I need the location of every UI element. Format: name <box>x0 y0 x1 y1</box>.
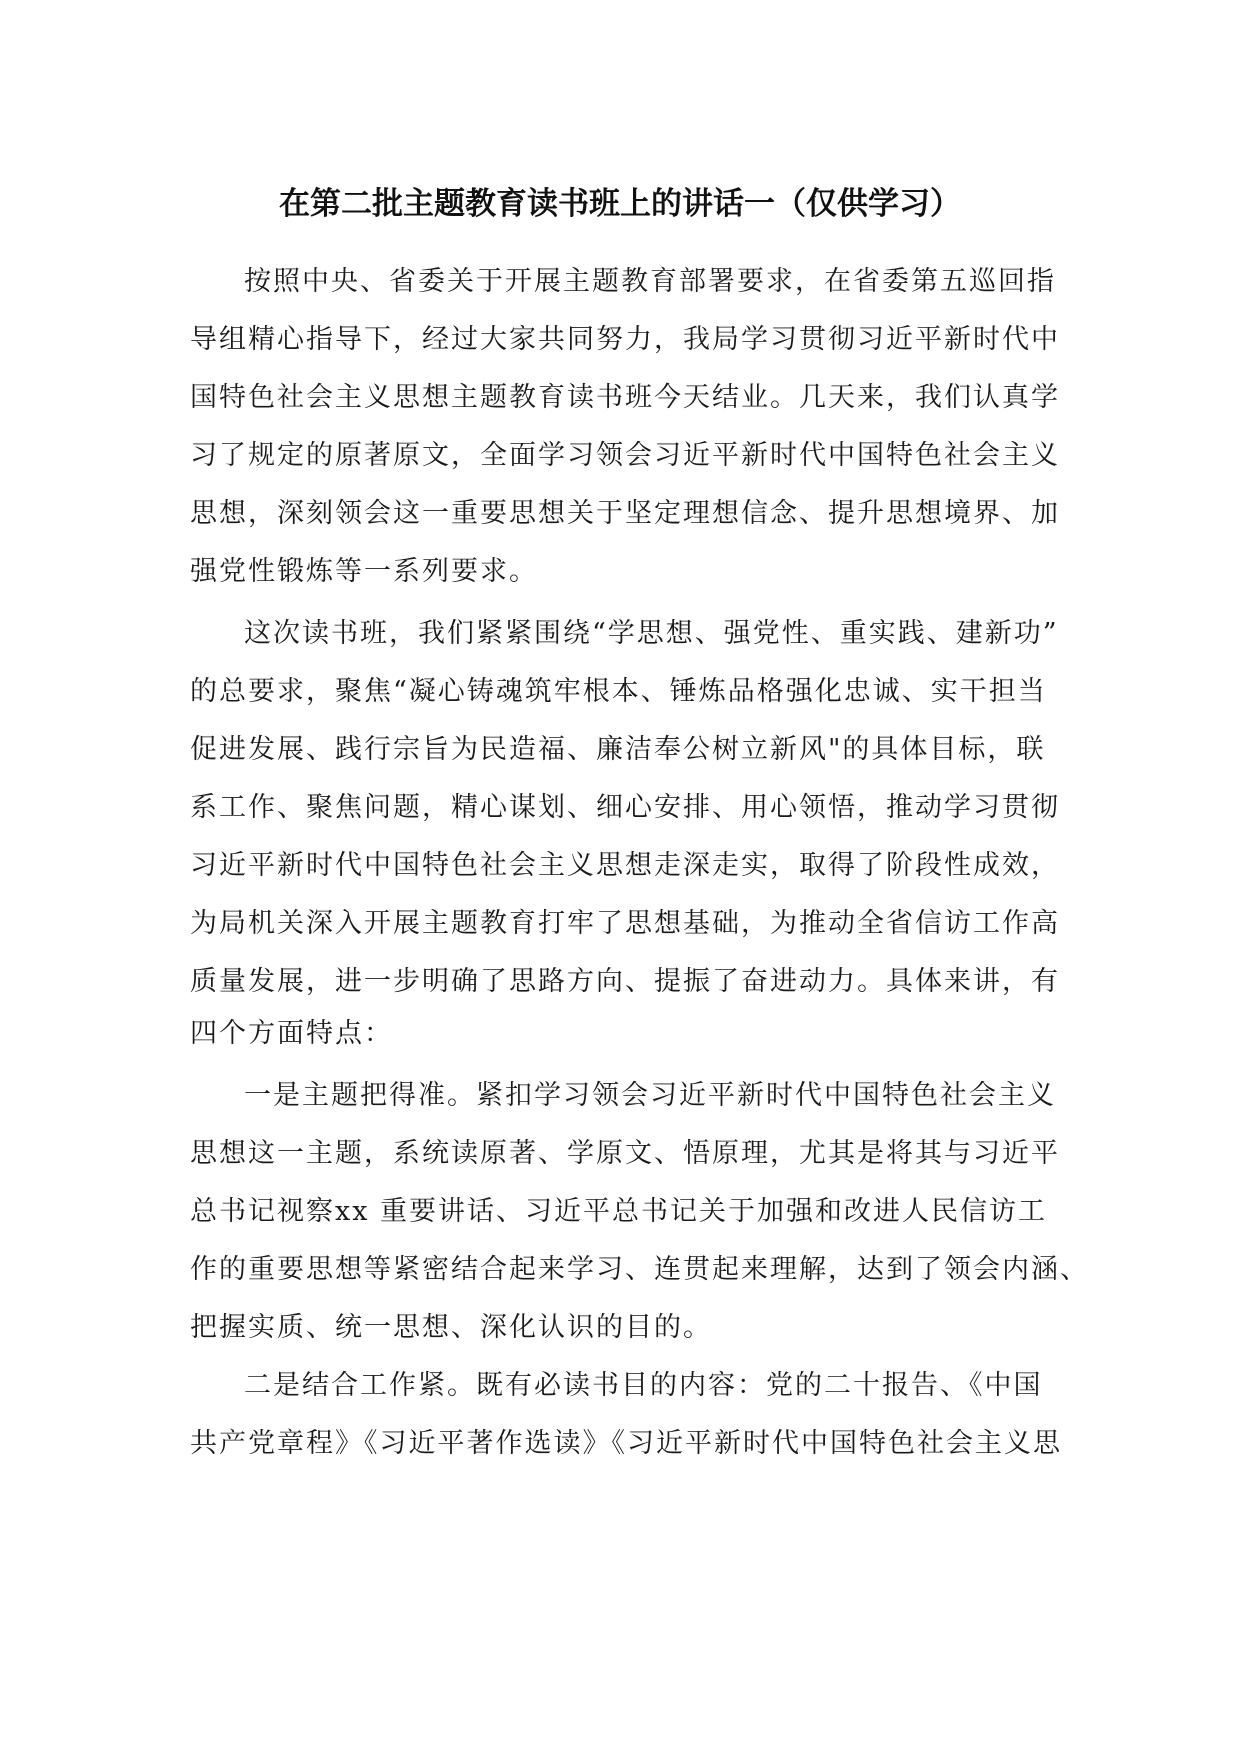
text-line: 为局机关深入开展主题教育打牢了思想基础，为推动全省信访工作高 <box>190 908 1060 939</box>
text-line: 按照中央、省委关于开展主题教育部署要求，在省委第五巡回指 <box>244 266 1056 297</box>
text-line: 的总要求，聚焦“凝心铸魂筑牢根本、锤炼品格强化忠诚、实干担当 <box>190 676 1047 707</box>
text-line: 作的重要思想等紧密结合起来学习、连贯起来理解，达到了领会内涵、 <box>190 1254 1089 1285</box>
text-line: 促进发展、践行宗旨为民造福、廉洁奉公树立新风"的具体目标，联 <box>190 734 1046 765</box>
text-line: 国特色社会主义思想主题教育读书班今天结业。几天来，我们认真学 <box>190 382 1060 413</box>
text-line: 思想，深刻领会这一重要思想关于坚定理想信念、提升思想境界、加 <box>190 498 1060 529</box>
text-line: 思想这一主题，系统读原著、学原文、悟原理，尤其是将其与习近平 <box>190 1138 1060 1169</box>
text-line: 质量发展，进一步明确了思路方向、提振了奋进动力。具体来讲，有 <box>190 966 1060 997</box>
text-line: 四个方面特点： <box>190 1018 393 1049</box>
text-line: 习了规定的原著原文，全面学习领会习近平新时代中国特色社会主义 <box>190 440 1060 471</box>
text-line: 强党性锻炼等一系列要求。 <box>190 556 538 587</box>
document-title: 在第二批主题教育读书班上的讲话一（仅供学习） <box>279 186 961 222</box>
text-line: 一是主题把得准。紧扣学习领会习近平新时代中国特色社会主义 <box>244 1080 1056 1111</box>
text-line: 习近平新时代中国特色社会主义思想走深走实，取得了阶段性成效， <box>190 850 1060 881</box>
text-line: 共产党章程》《习近平著作选读》《习近平新时代中国特色社会主义思 <box>190 1428 1062 1459</box>
text-line: 导组精心指导下，经过大家共同努力，我局学习贯彻习近平新时代中 <box>190 324 1060 355</box>
text-line: 系工作、聚焦问题，精心谋划、细心安排、用心领悟，推动学习贯彻 <box>190 792 1060 823</box>
text-line: 二是结合工作紧。既有必读书目的内容：党的二十报告、《中国 <box>244 1370 1043 1401</box>
text-line: 总书记视察xx 重要讲话、习近平总书记关于加强和改进人民信访工 <box>190 1196 1048 1227</box>
text-line: 把握实质、统一思想、深化认识的目的。 <box>190 1312 712 1343</box>
text-line: 这次读书班，我们紧紧围绕“学思想、强党性、重实践、建新功” <box>244 618 1059 649</box>
